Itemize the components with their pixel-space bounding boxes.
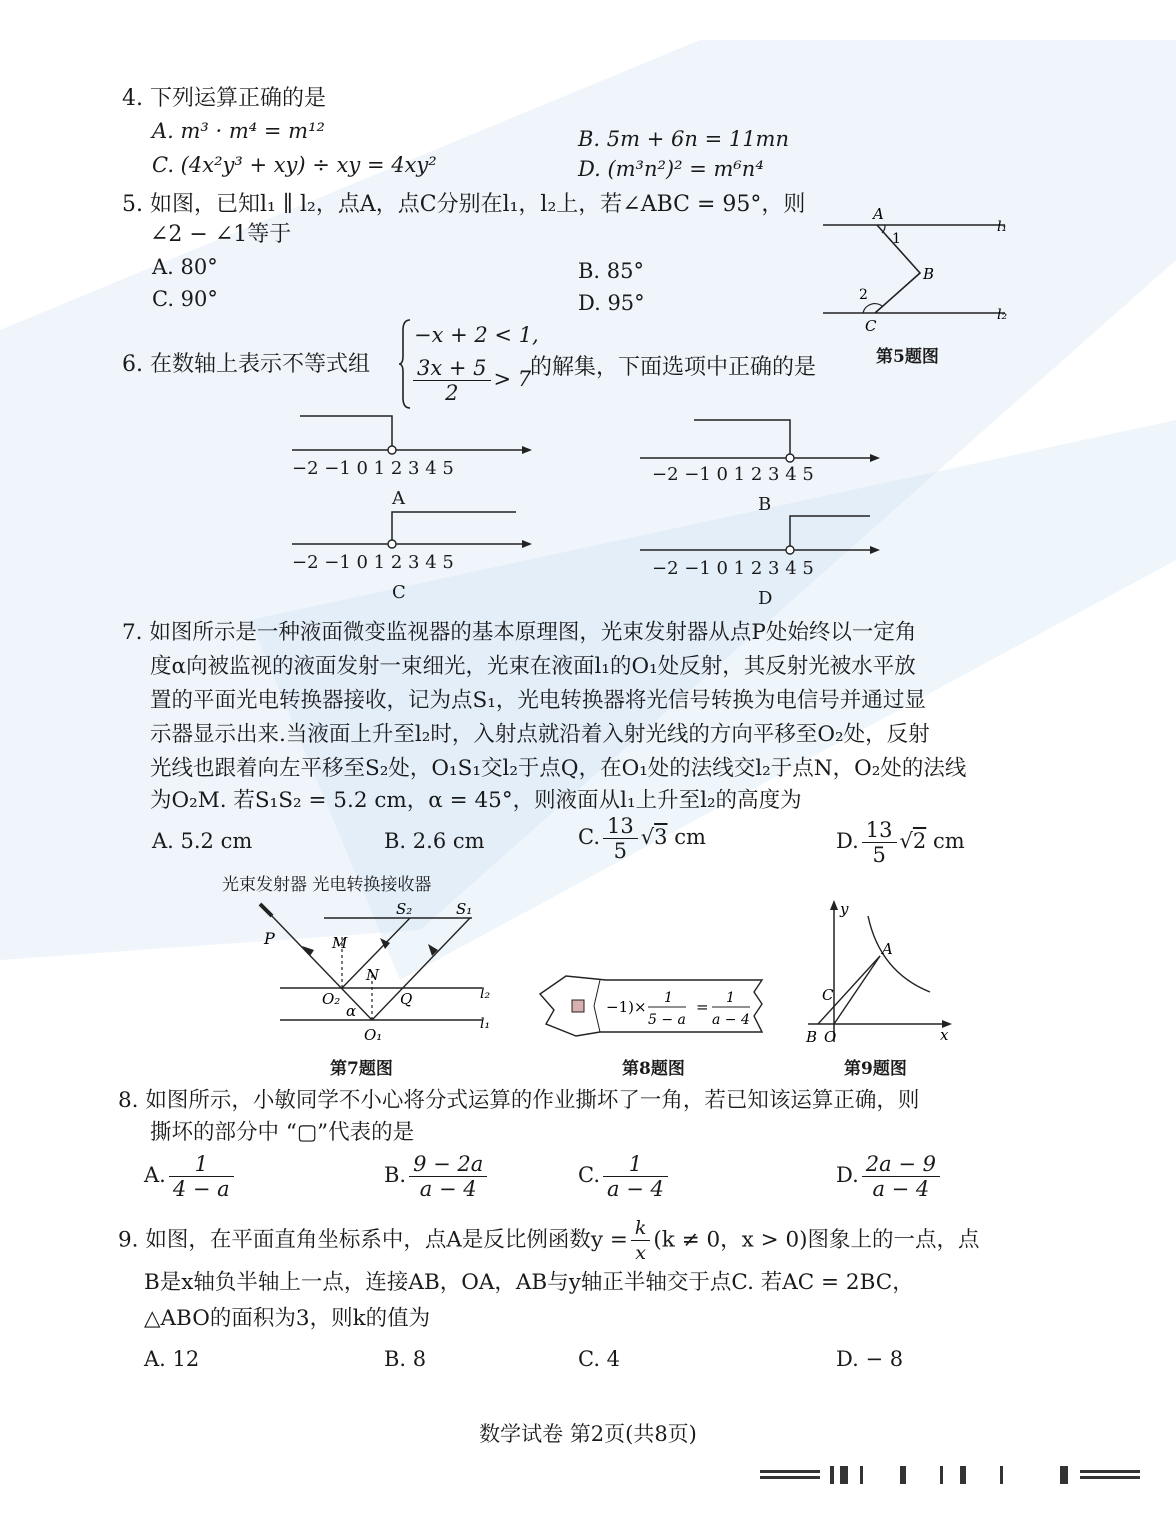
q8-option-a-den: 4 − a bbox=[172, 1177, 230, 1201]
q7-option-a: A. 5.2 cm bbox=[152, 829, 253, 853]
q5-stem-line2: ∠2 − ∠1等于 bbox=[150, 222, 292, 247]
q4-option-a: A. m³ · m⁴ = m¹² bbox=[152, 119, 325, 143]
q5-caption: 第5题图 bbox=[876, 347, 939, 367]
q8-fig-n1: 1 bbox=[664, 990, 673, 1006]
q8-option-b-letter: B. bbox=[384, 1163, 407, 1187]
q7-option-d-unit: cm bbox=[932, 829, 965, 853]
q7-option-c-letter: C. bbox=[578, 825, 600, 849]
q7-option-d bbox=[836, 818, 965, 867]
q6-option-d-label: D bbox=[758, 588, 773, 609]
q7-option-c-unit: cm bbox=[674, 825, 706, 849]
q5-option-d: D. 95° bbox=[578, 291, 645, 315]
q9-stem-pre: 9. 如图，在平面直角坐标系中，点A是反比例函数y = bbox=[118, 1227, 628, 1253]
q9-caption: 第9题图 bbox=[844, 1059, 907, 1079]
q9-stem-line3: △ABO的面积为3，则k的值为 bbox=[144, 1306, 431, 1331]
q8-option-a-num: 1 bbox=[169, 1152, 234, 1177]
q6-option-c-label: C bbox=[392, 582, 406, 603]
q6-gt: > 7 bbox=[493, 367, 532, 391]
q5-label-c: C bbox=[865, 317, 877, 335]
q8-stem-line1: 8. 如图所示，小敏同学不小心将分式运算的作业撕坏了一角，若已知该运算正确，则 bbox=[118, 1088, 920, 1113]
q8-option-a-letter: A. bbox=[144, 1163, 166, 1187]
q8-stem-line2: 撕坏的部分中 “▢”代表的是 bbox=[150, 1120, 415, 1145]
q7-stem-line4: 示器显示出来.当液面上升至l₂时，入射点就沿着入射光线的方向平移至O₂处，反射 bbox=[150, 722, 930, 747]
q6-ticks-c: −2 −1 0 1 2 3 4 5 bbox=[292, 552, 454, 573]
q8-option-d-den: a − 4 bbox=[872, 1177, 930, 1201]
q6-ticks-a: −2 −1 0 1 2 3 4 5 bbox=[292, 458, 454, 479]
q5-label-a: A bbox=[873, 205, 884, 223]
sqrt-icon: √ bbox=[640, 825, 655, 849]
q8-fig-eq: = bbox=[696, 998, 709, 1016]
q6-denominator: 2 bbox=[445, 381, 459, 405]
q6-option-a-label: A bbox=[392, 488, 405, 509]
q6-numerator: 3x + 5 bbox=[413, 356, 491, 381]
q9-option-d: D. − 8 bbox=[836, 1347, 904, 1371]
q7-option-d-num: 13 bbox=[862, 818, 897, 843]
q4-option-c: C. (4x²y³ + xy) ÷ xy = 4xy² bbox=[152, 153, 437, 177]
q7-label-l1: l₁ bbox=[480, 1016, 491, 1032]
q7-stem-line3: 置的平面光电转换器接收，记为点S₁，光电转换器将光信号转换为电信号并通过显 bbox=[150, 688, 926, 713]
binding-marks bbox=[760, 1462, 1150, 1492]
q7-stem-line1: 7. 如图所示是一种液面微变监视器的基本原理图，光束发射器从点P处始终以一定角 bbox=[122, 620, 917, 645]
q5-option-b: B. 85° bbox=[578, 259, 645, 283]
q4-option-b: B. 5m + 6n = 11mn bbox=[578, 127, 789, 151]
q8-option-b bbox=[384, 1152, 490, 1201]
q7-label-s1: S₁ bbox=[456, 900, 473, 918]
q8-option-c-letter: C. bbox=[578, 1163, 600, 1187]
q7-option-c-root: 3 bbox=[654, 825, 668, 849]
q7-caption: 第7题图 bbox=[330, 1059, 393, 1079]
q6-ticks-d: −2 −1 0 1 2 3 4 5 bbox=[652, 558, 814, 579]
q7-label-n: N bbox=[366, 966, 380, 984]
q9-label-c: C bbox=[822, 986, 834, 1004]
q5-label-l2: l₂ bbox=[997, 307, 1008, 323]
q9-frac-x: x bbox=[635, 1242, 646, 1264]
q7-label-p: P bbox=[264, 929, 275, 948]
q8-fig-mid: −1)× bbox=[606, 998, 647, 1016]
q7-label-o1: O₁ bbox=[364, 1026, 383, 1044]
q5-label-angle1: 1 bbox=[892, 231, 901, 247]
q5-option-c: C. 90° bbox=[152, 287, 218, 311]
q8-option-d bbox=[836, 1152, 943, 1201]
q9-label-a: A bbox=[882, 940, 893, 958]
q7-label-o2: O₂ bbox=[322, 990, 341, 1008]
q9-label-y: y bbox=[840, 900, 849, 918]
q8-caption: 第8题图 bbox=[622, 1059, 685, 1079]
q9-option-c: C. 4 bbox=[578, 1347, 621, 1371]
q9-frac-k: k bbox=[631, 1216, 651, 1241]
q5-label-angle2: 2 bbox=[859, 287, 868, 303]
sqrt-icon: √ bbox=[899, 829, 913, 853]
q5-label-l1: l₁ bbox=[997, 219, 1008, 235]
q9-option-a: A. 12 bbox=[144, 1347, 200, 1371]
q8-option-c bbox=[578, 1152, 671, 1201]
q8-option-b-num: 9 − 2a bbox=[409, 1152, 487, 1177]
q7-option-d-letter: D. bbox=[836, 829, 859, 853]
q4-stem: 4. 下列运算正确的是 bbox=[122, 86, 326, 111]
q7-stem-line6: 为O₂M. 若S₁S₂ = 5.2 cm，α = 45°，则液面从l₁上升至l₂的高度为 bbox=[150, 788, 802, 813]
q8-option-c-den: a − 4 bbox=[607, 1177, 664, 1201]
q7-option-c bbox=[578, 814, 706, 863]
q7-stem-line2: 度α向被监视的液面发射一束细光，光束在液面l₁的O₁处反射，其反射光被水平放 bbox=[150, 654, 916, 679]
q7-option-d-root: 2 bbox=[912, 829, 927, 853]
q8-fig-d1: 5 − a bbox=[648, 1012, 686, 1028]
q8-fig-d2: a − 4 bbox=[712, 1012, 750, 1028]
q7-label-q: Q bbox=[400, 990, 413, 1008]
q5-stem-line1: 5. 如图，已知l₁ ∥ l₂，点A，点C分别在l₁，l₂上，若∠ABC = 95°，则 bbox=[122, 192, 806, 217]
q6-option-b-label: B bbox=[758, 494, 772, 515]
q7-label-m: M bbox=[332, 934, 348, 952]
q6-inequality-2 bbox=[410, 356, 531, 405]
q8-option-c-num: 1 bbox=[603, 1152, 668, 1177]
q7-option-c-num: 13 bbox=[603, 814, 638, 839]
q9-label-x: x bbox=[940, 1026, 949, 1044]
q7-label-s2: S₂ bbox=[396, 900, 413, 918]
q9-stem-line2: B是x轴负半轴上一点，连接AB，OA，AB与y轴正半轴交于点C. 若AC = 2BC， bbox=[144, 1270, 914, 1295]
q7-stem-line5: 光线也跟着向左平移至S₂处，O₁S₁交l₂于点Q，在O₁处的法线交l₂于点N，O₂处的法线 bbox=[150, 756, 967, 781]
q8-figure bbox=[536, 970, 766, 1042]
q7-label-alpha: α bbox=[346, 1002, 357, 1020]
q6-inequality-1: −x + 2 < 1, bbox=[414, 323, 539, 347]
q6-stem-pre: 6. 在数轴上表示不等式组 bbox=[122, 352, 370, 377]
q7-option-c-den: 5 bbox=[613, 839, 628, 863]
q8-option-d-letter: D. bbox=[836, 1163, 859, 1187]
q7-option-d-den: 5 bbox=[872, 843, 886, 867]
q8-option-a bbox=[144, 1152, 237, 1201]
page-footer: 数学试卷 第2页(共8页) bbox=[479, 1422, 697, 1446]
q9-stem-line1 bbox=[118, 1216, 980, 1265]
q8-option-d-num: 2a − 9 bbox=[862, 1152, 940, 1177]
q9-option-b: B. 8 bbox=[384, 1347, 427, 1371]
q7-option-b: B. 2.6 cm bbox=[384, 829, 485, 853]
q5-label-b: B bbox=[923, 265, 935, 283]
q7-figure bbox=[250, 894, 500, 1046]
q9-label-o: O bbox=[824, 1028, 837, 1046]
q6-stem-post: 的解集，下面选项中正确的是 bbox=[530, 355, 817, 380]
q8-fig-n2: 1 bbox=[726, 990, 735, 1006]
q7-figure-header: 光束发射器 光电转换接收器 bbox=[222, 875, 432, 895]
q9-stem-post: (k ≠ 0，x > 0)图象上的一点，点 bbox=[653, 1227, 980, 1253]
q5-option-a: A. 80° bbox=[152, 255, 218, 279]
q7-label-l2: l₂ bbox=[480, 986, 491, 1002]
q6-ticks-b: −2 −1 0 1 2 3 4 5 bbox=[652, 464, 814, 485]
q9-label-b: B bbox=[806, 1028, 818, 1046]
q5-figure bbox=[815, 195, 1030, 340]
q4-option-d: D. (m³n²)² = m⁶n⁴ bbox=[578, 157, 764, 181]
q8-option-b-den: a − 4 bbox=[419, 1177, 477, 1201]
q9-figure bbox=[800, 896, 960, 1048]
